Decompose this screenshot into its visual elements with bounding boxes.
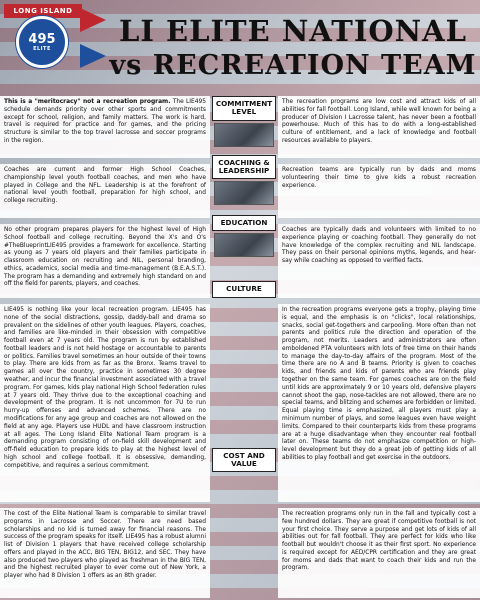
elite-commitment-text <box>0 96 210 158</box>
logo-sub: ELITE <box>33 46 51 52</box>
label-coaching-leadership: COACHING & LEADERSHIP <box>212 155 276 180</box>
education-photo <box>214 233 274 257</box>
elite-column <box>0 96 210 600</box>
recreation-coaching-text: Recreation teams are typically run by dads and moms volunteering their time to give kids a robust recreation experience. <box>278 164 480 218</box>
logo-number: 495 <box>28 32 56 47</box>
elite-commitment-body: The LIE495 schedule demands priority over other sports and commitments except for school, religion, and family matters. The work is hard, travel is required for practice and for games, and the pricing structure is similar to the top travel lacrosse and soccer programs in the region. <box>4 99 206 144</box>
label-education: EDUCATION <box>212 215 276 231</box>
label-commitment-level: COMMITMENT LEVEL <box>212 96 276 121</box>
header <box>0 0 480 92</box>
commitment-photo <box>214 123 274 147</box>
recreation-education-text: Coaches are typically dads and volunteers with limited to no experience playing or coaching football. They generally do not have knowledge of the complex recruiting and NIL landscape. They pass on their personal opinions myths, legends, and hear-say while coaching as opposed to verified facts. <box>278 224 480 298</box>
elite-commitment-lead: This is a "meritocracy" not a recreation program. <box>4 99 171 105</box>
recreation-cost-text: The recreation programs only run in the fall and typically cost a few hundred dollars. They are great if competitive football is not your first choice. They serve a purpose and get lots of kids of all abilities out for fall football. They are perfect for kids who like football but wouldn't choose it as their first sport. No experience is required except for AED/CPR certification and they are great for moms and dads that want to coach their kids and run the program. <box>278 508 480 598</box>
red-pennant-icon <box>80 8 106 32</box>
elite-cost-text: The cost of the Elite National Team is comparable to similar travel programs in Lacrosse and Soccer. There are need based scholarships and no kid is turned away for financial reasons. The success of the program speaks for itself. LIE495 has a robust alumni list of Division 1 players that have received college scholarship offers and played in the ACC, BIG TEN, BIG12, and SEC. They have also produced two players who played as freshman in the BIG TEN, and the highest recruited player to ever come out of New York, a player who had 8 Division 1 offers as an 8th grader. <box>0 508 210 598</box>
logo-banner: LONG ISLAND <box>4 4 82 18</box>
elite-coaching-text: Coaches are current and former High School Coaches, championship level youth football coaches, and men who have played in College and the NFL. Leadership is at the forefront of national level youth football, preparation for high school, and college recruiting. <box>0 164 210 218</box>
logo-shield-icon <box>16 16 68 68</box>
page-title-line1: LI ELITE NATIONAL <box>118 14 468 48</box>
recreation-commitment-text: The recreation programs are low cost and attract kids of all abilities for fall football. Long Island, while well known for being a producer of Division I Lacrosse talent, has never been a football powerhouse. Much of this has to do with a long-established culture of entitlement, and a lack of knowledge and football resources available to players. <box>278 96 480 158</box>
elite-education-text: No other program prepares players for the highest level of High School football and college recruiting. Beyond the X's and O's #TheBlueprintLIE495 provides a framework for excellence. Starting as young as 7 years old players and their families participate in classroom education on recruiting and NIL, personal branding, ethics, academics, social media and time-management (B.E.A.S.T.). The program has a demanding and extremely high standard on and off the field for parents, players, and coaches. <box>0 224 210 298</box>
label-cost-and-value: COST AND VALUE <box>212 448 276 473</box>
category-column <box>210 96 278 600</box>
recreation-column <box>278 96 480 600</box>
label-culture: CULTURE <box>212 281 276 297</box>
page-title-line2: vs RECREATION TEAM <box>109 50 477 81</box>
blue-pennant-icon <box>80 44 106 68</box>
coaching-photo <box>214 181 274 205</box>
recreation-culture-text: In the recreation programs everyone gets a trophy, playing time is equal, and the emphasis is on "clicks", local relationships, snacks, social get-togethers and carpooling. More often than not parents and politics rule the direction and operation of the program, not merits. Leaders and administrators are often emboldened PTA volunteers with lots of free time on their hands to manage the day-to-day affairs of the program. Most of the time there are no A and B teams. Priority is given to coaches kids, and friends and kids of parents who are friends play together on the same team. For games coaches are on the field until kids are approximately 9 or 10 years old, defensive players cannot shoot the gap, nose-tackles are not allowed, there are no special teams, and blitzing and schemes are forbidden or limited. Equal playing time is emphasized, all players must play a minimum number of plays, and some leagues even have weight limits. Compared to their counterparts kids from these programs are at a huge disadvantage when they encounter real football later on. These teams do not emphasize competition or high-level development but they do a great job of getting kids of all abilities to play football and get exercise in the outdoors. <box>278 304 480 502</box>
elite-culture-text: LIE495 is nothing like your local recreation program. LIE495 has none of the social distractions, gossip, daddy-ball and drama so prevalent on the sidelines of other youth leagues. Players, coaches, and families are like-minded in their obsession with competitive football even at 7 years old. The program is run by established football leaders and is not held hostage or accountable to parents or politics. Families travel sometimes an hour outside of their towns to play. There are kids from as far as the Bronx. Teams travel to games all over the country, practice in sometimes 30 degree weather, and incur the financial investment associated with a travel program. For games, kids play national High School federation rules at 7 years old. They thrive due to the exceptional coaching and development of the program. It is not uncommon for 7U to run hurry-up offenses and advanced schemes. There are no modifications for any age group and coaches are not allowed on the field at any age. Players use HUDL and have classroom instruction at all ages. The Long Island Elite National Team program is a demanding program consisting of on-field skill development and off-field education to prepare kids to play at the highest level of high school and college football. It is obsessive, demanding, competitive, and requires a serious commitment. <box>0 304 210 502</box>
long-island-elite-logo <box>4 4 82 68</box>
comparison-table <box>0 96 480 600</box>
